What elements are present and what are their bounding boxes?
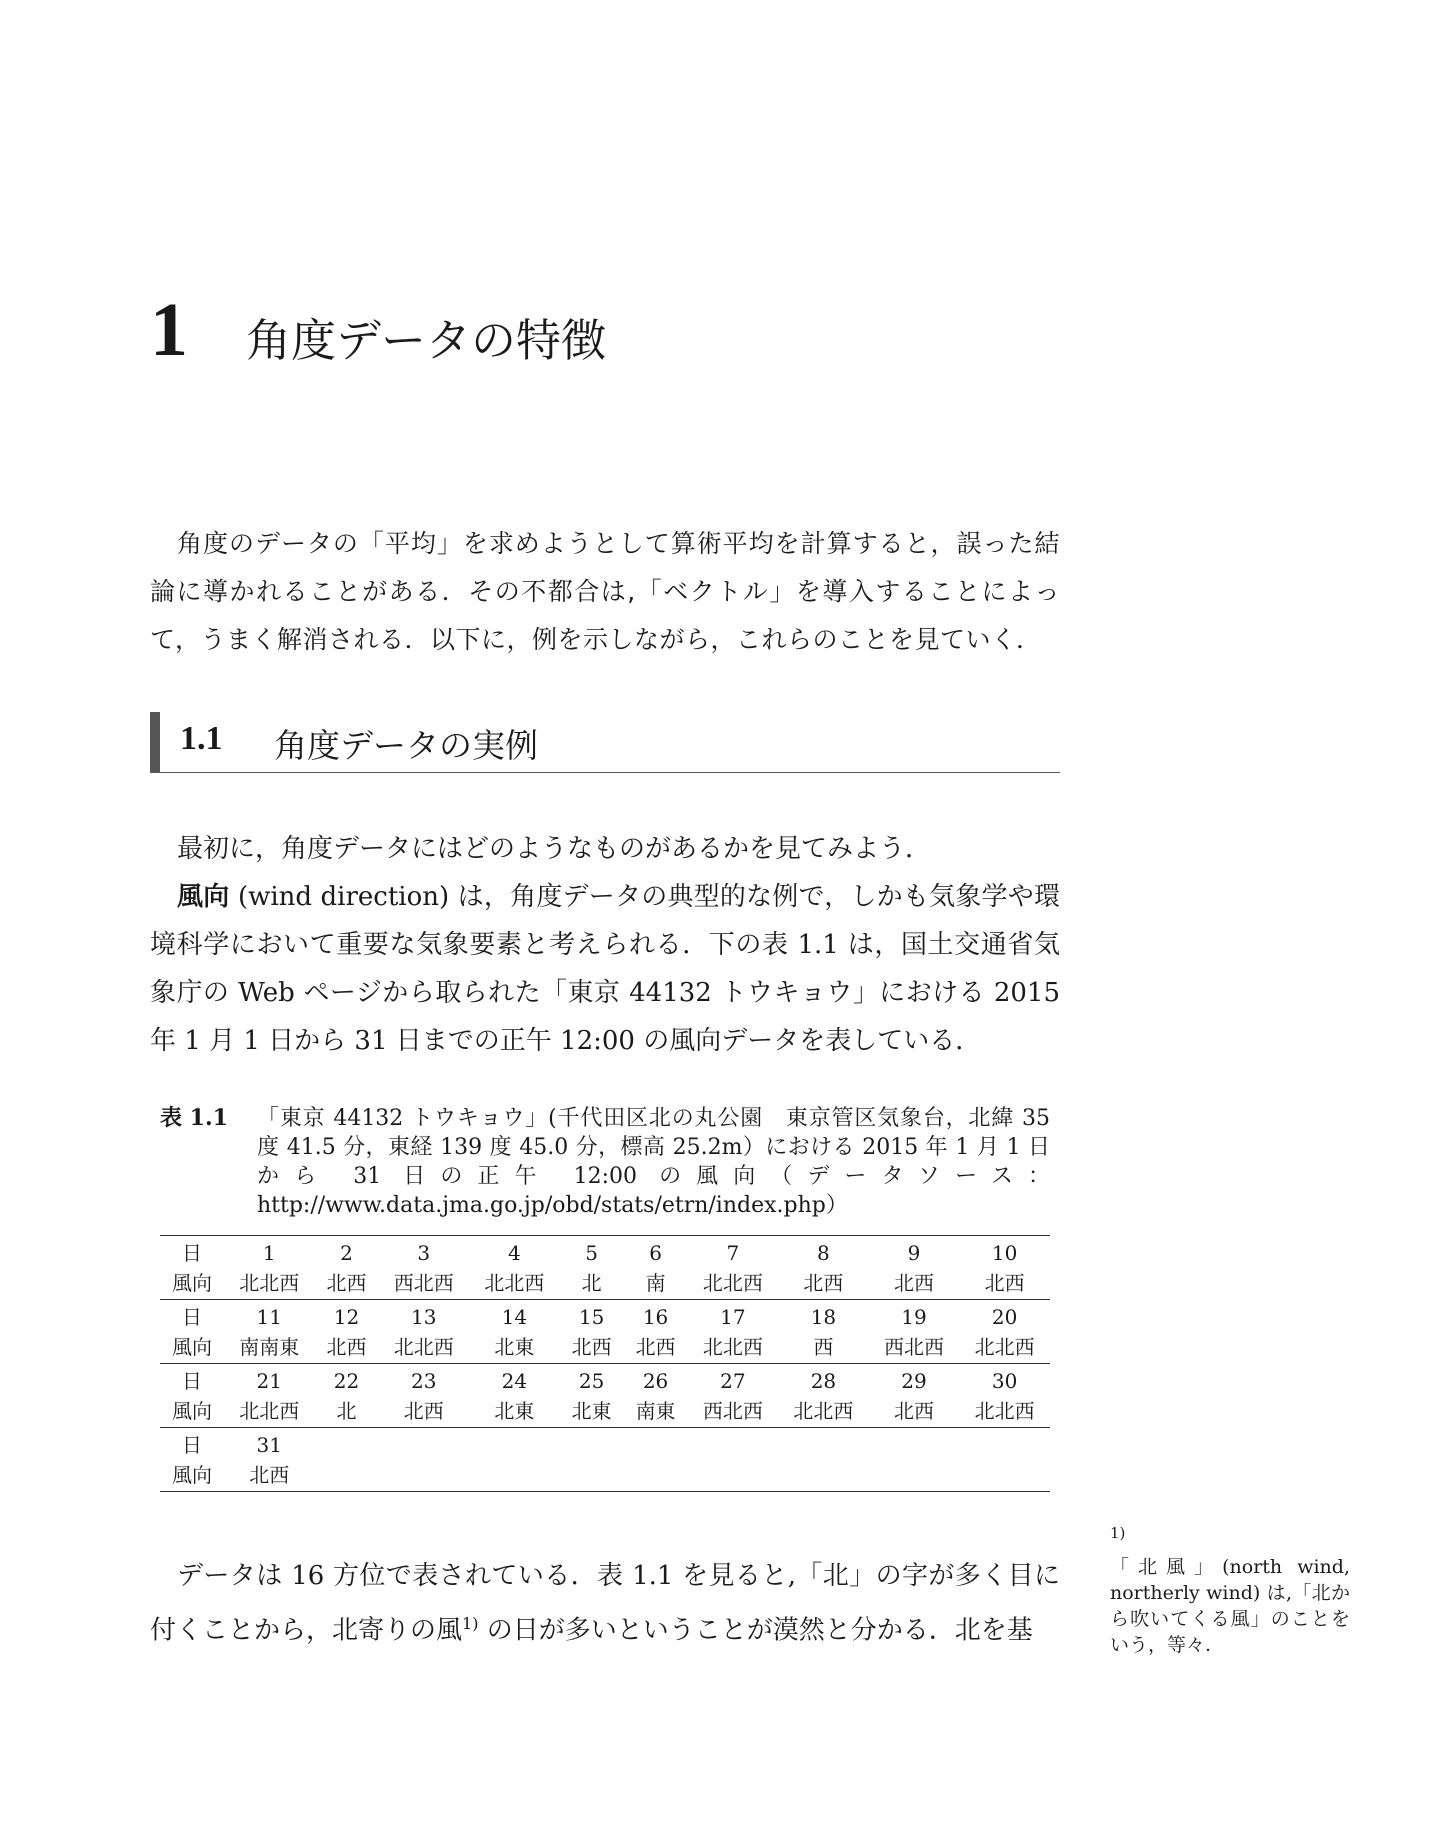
day-cell: 8 — [817, 1241, 830, 1265]
table-row-direction — [160, 1332, 1050, 1364]
direction-cell: 北北西 — [393, 1335, 454, 1359]
section-title: 角度データの実例 — [274, 726, 538, 765]
direction-cell: 北 — [336, 1399, 357, 1423]
day-cell: 18 — [810, 1305, 837, 1329]
direction-cell: 北北西 — [702, 1271, 763, 1295]
direction-cell: 北北西 — [974, 1335, 1035, 1359]
direction-cell: 北北西 — [239, 1399, 300, 1423]
direction-cell — [315, 1460, 379, 1492]
day-cell — [778, 1428, 869, 1461]
row-label: 風向 — [171, 1335, 212, 1359]
table-row-day — [160, 1364, 1050, 1397]
table-group — [160, 1236, 1050, 1300]
day-cell — [869, 1428, 960, 1461]
term-wind-direction: 風向 — [177, 882, 230, 912]
day-cell — [315, 1428, 379, 1461]
day-cell: 11 — [256, 1305, 282, 1329]
direction-cell: 北北西 — [974, 1399, 1035, 1423]
intro-paragraph — [150, 520, 1060, 664]
day-cell: 12 — [333, 1305, 360, 1329]
direction-cell: 西 — [813, 1335, 834, 1359]
direction-cell: 西北西 — [884, 1335, 945, 1359]
table-row-direction — [160, 1396, 1050, 1428]
direction-cell — [469, 1460, 560, 1492]
table-caption-text: 「東京 44132 トウキョウ」(千代田区北の丸公園 東京管区気象台，北緯 35 度 41.5 分，東経 139 度 45.0 分，標高 25.2m）における 2015 年 1 月 1 日から 31 日の正午 12:00 の風向（データソース：http://www.data.jma.go.jp/obd/stats/etrn/index.php） — [257, 1106, 1050, 1218]
day-cell: 19 — [901, 1305, 927, 1329]
direction-cell: 北西 — [803, 1271, 844, 1295]
section-number: 1.1 — [180, 720, 223, 757]
row-label: 日 — [181, 1369, 202, 1393]
day-cell: 27 — [720, 1369, 746, 1393]
paragraph-2 — [150, 873, 1060, 1065]
row-label: 日 — [181, 1241, 202, 1265]
table-row-day — [160, 1236, 1050, 1269]
day-cell — [959, 1428, 1050, 1461]
direction-cell — [624, 1460, 688, 1492]
direction-cell: 南東 — [635, 1399, 676, 1423]
section-bar — [150, 712, 160, 772]
direction-cell — [560, 1460, 624, 1492]
table-row-day — [160, 1300, 1050, 1333]
direction-cell: 南南東 — [239, 1335, 300, 1359]
direction-cell: 南 — [645, 1271, 666, 1295]
day-cell: 22 — [333, 1369, 360, 1393]
table-caption-label: 表 1.1 — [160, 1105, 228, 1131]
day-cell: 9 — [907, 1241, 921, 1265]
day-cell: 25 — [578, 1369, 605, 1393]
day-cell: 26 — [642, 1369, 669, 1393]
row-label: 日 — [181, 1305, 202, 1329]
direction-cell: 北 — [581, 1271, 602, 1295]
paragraph-3-text-b: の日が多いということが漠然と分かる．北を基 — [478, 1615, 1033, 1646]
direction-cell: 北東 — [494, 1399, 535, 1423]
day-cell: 2 — [340, 1241, 353, 1265]
day-cell: 15 — [578, 1305, 605, 1329]
day-cell: 16 — [642, 1305, 669, 1329]
direction-cell: 西北西 — [393, 1271, 454, 1295]
direction-cell: 北西 — [326, 1335, 367, 1359]
table-row-direction — [160, 1460, 1050, 1492]
body-text-2 — [150, 1552, 1060, 1655]
day-cell: 10 — [991, 1241, 1018, 1265]
direction-cell — [378, 1460, 469, 1492]
direction-cell: 北東 — [494, 1335, 535, 1359]
day-cell: 1 — [262, 1241, 276, 1265]
direction-cell: 北西 — [894, 1271, 935, 1295]
day-cell: 13 — [411, 1305, 437, 1329]
footnote-ref: 1) — [462, 1614, 479, 1633]
day-cell — [560, 1428, 624, 1461]
direction-cell — [778, 1460, 869, 1492]
day-cell: 21 — [256, 1369, 282, 1393]
row-label: 風向 — [171, 1463, 212, 1487]
day-cell: 14 — [501, 1305, 528, 1329]
direction-cell — [959, 1460, 1050, 1492]
direction-cell: 北北西 — [484, 1271, 545, 1295]
day-cell: 28 — [810, 1369, 837, 1393]
direction-cell: 北東 — [571, 1399, 612, 1423]
body-text-1 — [150, 825, 1060, 1065]
day-cell: 5 — [585, 1241, 598, 1265]
chapter-number: 1 — [150, 288, 188, 372]
direction-cell — [869, 1460, 960, 1492]
wind-direction-table — [160, 1235, 1050, 1492]
day-cell: 3 — [417, 1241, 431, 1265]
day-cell: 6 — [649, 1241, 662, 1265]
section-heading — [150, 712, 1060, 773]
day-cell — [469, 1428, 560, 1461]
chapter-title: 角度データの特徴 — [246, 314, 607, 367]
direction-cell: 北西 — [894, 1399, 935, 1423]
direction-cell: 北北西 — [702, 1335, 763, 1359]
direction-cell: 北北西 — [239, 1271, 300, 1295]
direction-cell: 北西 — [984, 1271, 1025, 1295]
table-group — [160, 1428, 1050, 1492]
direction-cell: 北西 — [571, 1335, 612, 1359]
footnote-marker: 1) — [1110, 1524, 1126, 1542]
row-label: 日 — [181, 1433, 202, 1457]
table-row-day — [160, 1428, 1050, 1461]
day-cell — [378, 1428, 469, 1461]
footnote-text: 「北風」(north wind, northerly wind) は,「北から吹いてくる風」のことをいう，等々. — [1110, 1556, 1350, 1656]
direction-cell — [688, 1460, 779, 1492]
paragraph-1: 最初に，角度データにはどのようなものがあるかを見てみよう． — [177, 834, 932, 864]
table-group — [160, 1364, 1050, 1428]
direction-cell: 西北西 — [702, 1399, 763, 1423]
direction-cell: 北北西 — [793, 1399, 854, 1423]
table-group — [160, 1300, 1050, 1364]
direction-cell: 北西 — [249, 1463, 290, 1487]
day-cell: 17 — [720, 1305, 746, 1329]
direction-cell: 北西 — [635, 1335, 676, 1359]
table-row-direction — [160, 1268, 1050, 1300]
row-label: 風向 — [171, 1271, 212, 1295]
paragraph-3-text-a: データは 16 方位で表されている．表 1.1 を見ると,「北」の字が多く目に付くことから，北寄りの風 — [150, 1561, 1060, 1646]
paragraph-2-text: (wind direction) は，角度データの典型的な例で，しかも気象学や環境科学において重要な気象要素と考えられる．下の表 1.1 は，国土交通省気象庁の Web ページから取られた「東京 44132 トウキョウ」における 2015 年 1 月 1 日から 31 日までの正午 12:00 の風向データを表している． — [150, 882, 1060, 1056]
intro-text: 角度のデータの「平均」を求めようとして算術平均を計算すると，誤った結論に導かれることがある．その不都合は,「ベクトル」を導入することによって，うまく解消される．以下に，例を示しながら，これらのことを見ていく． — [150, 529, 1060, 654]
direction-cell: 北西 — [326, 1271, 367, 1295]
day-cell — [624, 1428, 688, 1461]
direction-cell: 北西 — [403, 1399, 444, 1423]
day-cell: 23 — [411, 1369, 437, 1393]
paragraph-3 — [150, 1552, 1060, 1655]
day-cell: 4 — [507, 1241, 521, 1265]
day-cell: 24 — [501, 1369, 528, 1393]
day-cell: 7 — [726, 1241, 740, 1265]
day-cell — [688, 1428, 779, 1461]
day-cell: 29 — [901, 1369, 927, 1393]
day-cell: 20 — [991, 1305, 1018, 1329]
row-label: 風向 — [171, 1399, 212, 1423]
day-cell: 30 — [991, 1369, 1018, 1393]
day-cell: 31 — [256, 1433, 282, 1457]
